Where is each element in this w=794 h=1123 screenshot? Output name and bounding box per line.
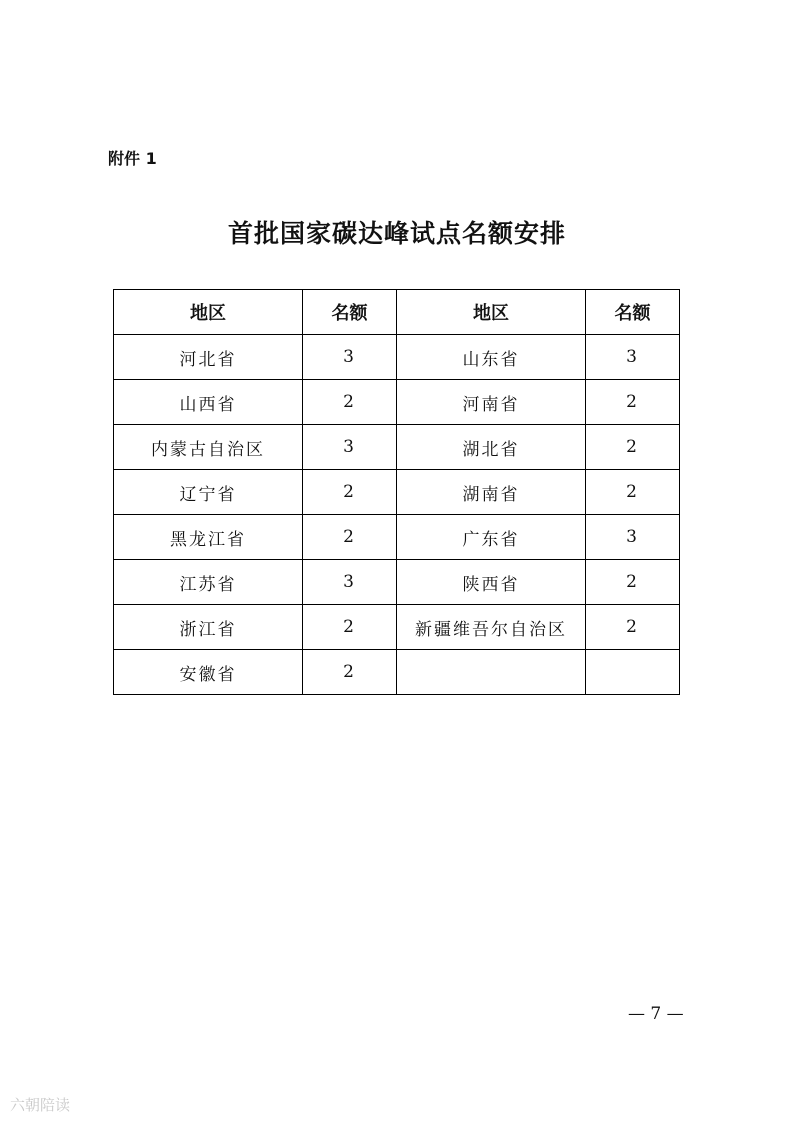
region-cell: 湖北省 <box>397 425 586 470</box>
quota-cell: 3 <box>303 425 397 470</box>
table-row <box>114 605 680 650</box>
quota-cell: 2 <box>303 650 397 695</box>
quota-table <box>113 289 680 695</box>
quota-cell: 2 <box>586 425 680 470</box>
region-cell: 广东省 <box>397 515 586 560</box>
header-quota: 名额 <box>303 290 397 335</box>
region-cell: 黑龙江省 <box>114 515 303 560</box>
region-cell: 浙江省 <box>114 605 303 650</box>
table-header-row <box>114 290 680 335</box>
region-cell: 安徽省 <box>114 650 303 695</box>
page-number: — 7 — <box>628 1004 684 1024</box>
quota-cell: 2 <box>303 605 397 650</box>
header-region: 地区 <box>397 290 586 335</box>
document-title: 首批国家碳达峰试点名额安排 <box>227 219 566 248</box>
quota-cell: 2 <box>303 515 397 560</box>
quota-cell: 2 <box>303 380 397 425</box>
quota-cell: 2 <box>303 470 397 515</box>
table-row <box>114 650 680 695</box>
region-cell: 辽宁省 <box>114 470 303 515</box>
quota-cell: 2 <box>586 560 680 605</box>
quota-cell <box>586 650 680 695</box>
quota-cell: 3 <box>586 515 680 560</box>
table-row <box>114 335 680 380</box>
region-cell: 陕西省 <box>397 560 586 605</box>
table-row <box>114 470 680 515</box>
quota-cell: 2 <box>586 470 680 515</box>
table-row <box>114 380 680 425</box>
table-row <box>114 560 680 605</box>
table-row <box>114 515 680 560</box>
region-cell: 山西省 <box>114 380 303 425</box>
quota-cell: 3 <box>586 335 680 380</box>
region-cell: 江苏省 <box>114 560 303 605</box>
table-row <box>114 425 680 470</box>
region-cell: 河南省 <box>397 380 586 425</box>
watermark: 六朝陪读 <box>10 1096 71 1114</box>
header-region: 地区 <box>114 290 303 335</box>
region-cell: 新疆维吾尔自治区 <box>397 605 586 650</box>
attachment-label: 附件 1 <box>108 149 157 168</box>
region-cell: 内蒙古自治区 <box>114 425 303 470</box>
quota-cell: 3 <box>303 560 397 605</box>
quota-cell: 3 <box>303 335 397 380</box>
region-cell: 湖南省 <box>397 470 586 515</box>
region-cell: 河北省 <box>114 335 303 380</box>
quota-cell: 2 <box>586 380 680 425</box>
region-cell: 山东省 <box>397 335 586 380</box>
quota-cell: 2 <box>586 605 680 650</box>
header-quota: 名额 <box>586 290 680 335</box>
region-cell <box>397 650 586 695</box>
